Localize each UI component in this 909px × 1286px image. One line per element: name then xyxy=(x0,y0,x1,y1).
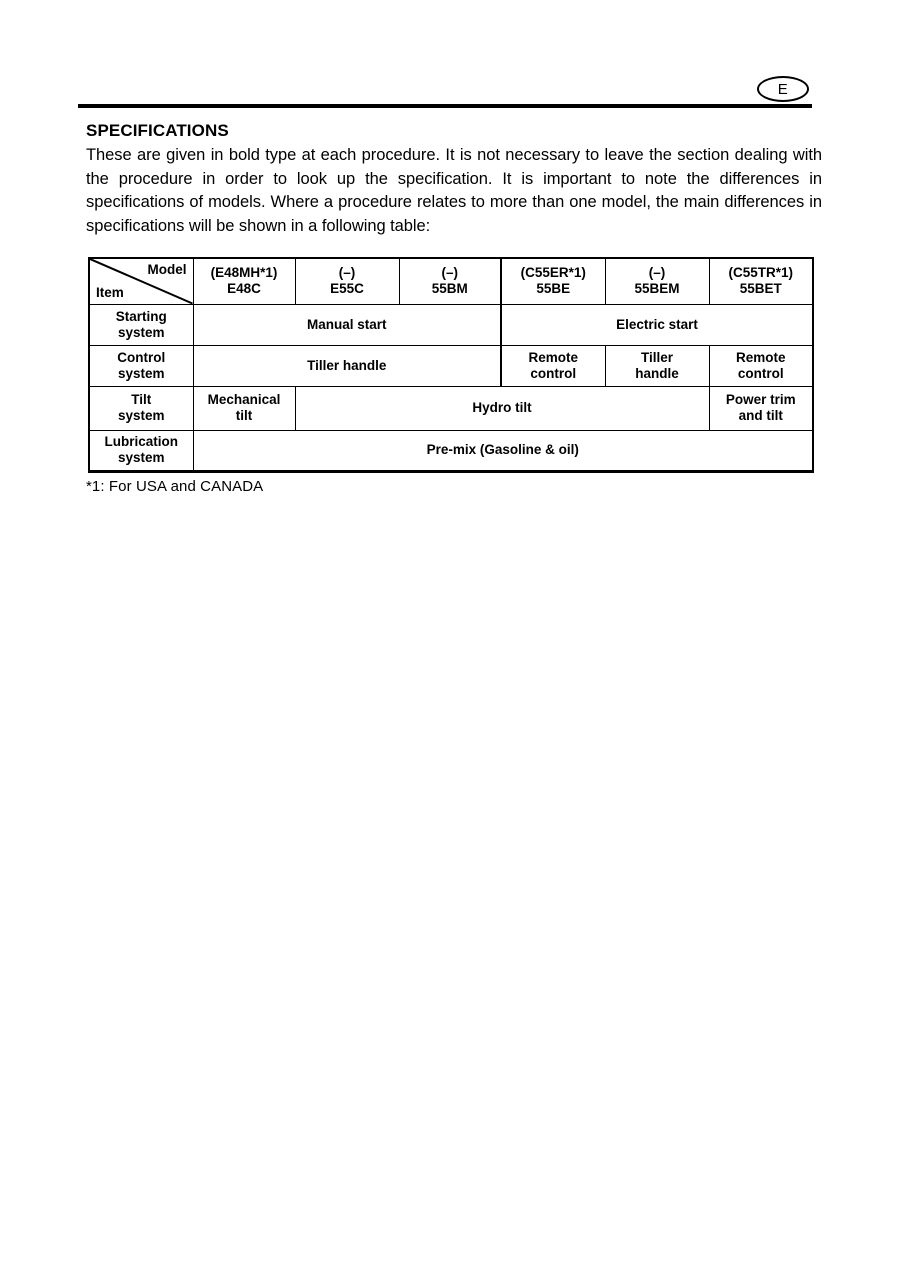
column-header-55bem xyxy=(605,258,709,304)
column-name: E48C xyxy=(227,281,261,297)
page-title: SPECIFICATIONS xyxy=(86,121,229,140)
row-header-control-system: Control system xyxy=(89,345,193,386)
model-axis-label: Model xyxy=(147,262,187,277)
cell-power-trim-and-tilt: Power trim and tilt xyxy=(709,386,813,430)
column-name: 55BET xyxy=(739,281,782,297)
specifications-table xyxy=(88,257,814,473)
language-badge-letter: E xyxy=(777,80,789,98)
column-code: (E48MH*1) xyxy=(210,265,278,281)
column-header-55bet xyxy=(709,258,813,304)
column-code: (C55ER*1) xyxy=(520,265,586,281)
column-header-55be xyxy=(501,258,605,304)
column-code: (C55TR*1) xyxy=(728,265,793,281)
cell-tiller-handle-55bem: Tiller handle xyxy=(605,345,709,386)
row-header-lubrication-system: Lubrication system xyxy=(89,430,193,471)
cell-hydro-tilt: Hydro tilt xyxy=(295,386,709,430)
column-code: (–) xyxy=(338,265,356,281)
column-header-e48c xyxy=(193,258,295,304)
column-name: 55BEM xyxy=(634,281,680,297)
cell-electric-start: Electric start xyxy=(501,304,813,345)
header-divider-rule xyxy=(78,104,812,108)
column-header-e55c xyxy=(295,258,399,304)
language-badge xyxy=(757,76,809,102)
table-header-row xyxy=(89,258,813,304)
table-row xyxy=(89,345,813,386)
column-name: E55C xyxy=(330,281,364,297)
row-header-tilt-system: Tilt system xyxy=(89,386,193,430)
cell-manual-start: Manual start xyxy=(193,304,501,345)
table-body xyxy=(89,258,813,471)
column-code: (–) xyxy=(648,265,666,281)
column-name: 55BM xyxy=(431,281,468,297)
cell-mechanical-tilt: Mechanical tilt xyxy=(193,386,295,430)
table-row xyxy=(89,430,813,471)
item-axis-label: Item xyxy=(96,284,124,300)
column-code: (–) xyxy=(441,265,458,281)
intro-paragraph: These are given in bold type at each procedure. It is not necessary to leave the section dealing with the procedure in order to look up the specification. It is important to note the differences in specifications of models. Where a procedure relates to more than one model, the main differences in specifications will be shown in a following table: xyxy=(86,146,822,235)
cell-remote-control-55bet: Remote control xyxy=(709,345,813,386)
column-header-55bm xyxy=(399,258,501,304)
table-row xyxy=(89,386,813,430)
cell-pre-mix: Pre-mix (Gasoline & oil) xyxy=(193,430,813,471)
cell-tiller-handle-group: Tiller handle xyxy=(193,345,501,386)
column-name: 55BE xyxy=(536,281,571,297)
cell-remote-control-55be: Remote control xyxy=(501,345,605,386)
table-row xyxy=(89,304,813,345)
footnote-text: *1: For USA and CANADA xyxy=(86,478,264,495)
corner-header-cell xyxy=(89,258,193,304)
row-header-starting-system: Starting system xyxy=(89,304,193,345)
